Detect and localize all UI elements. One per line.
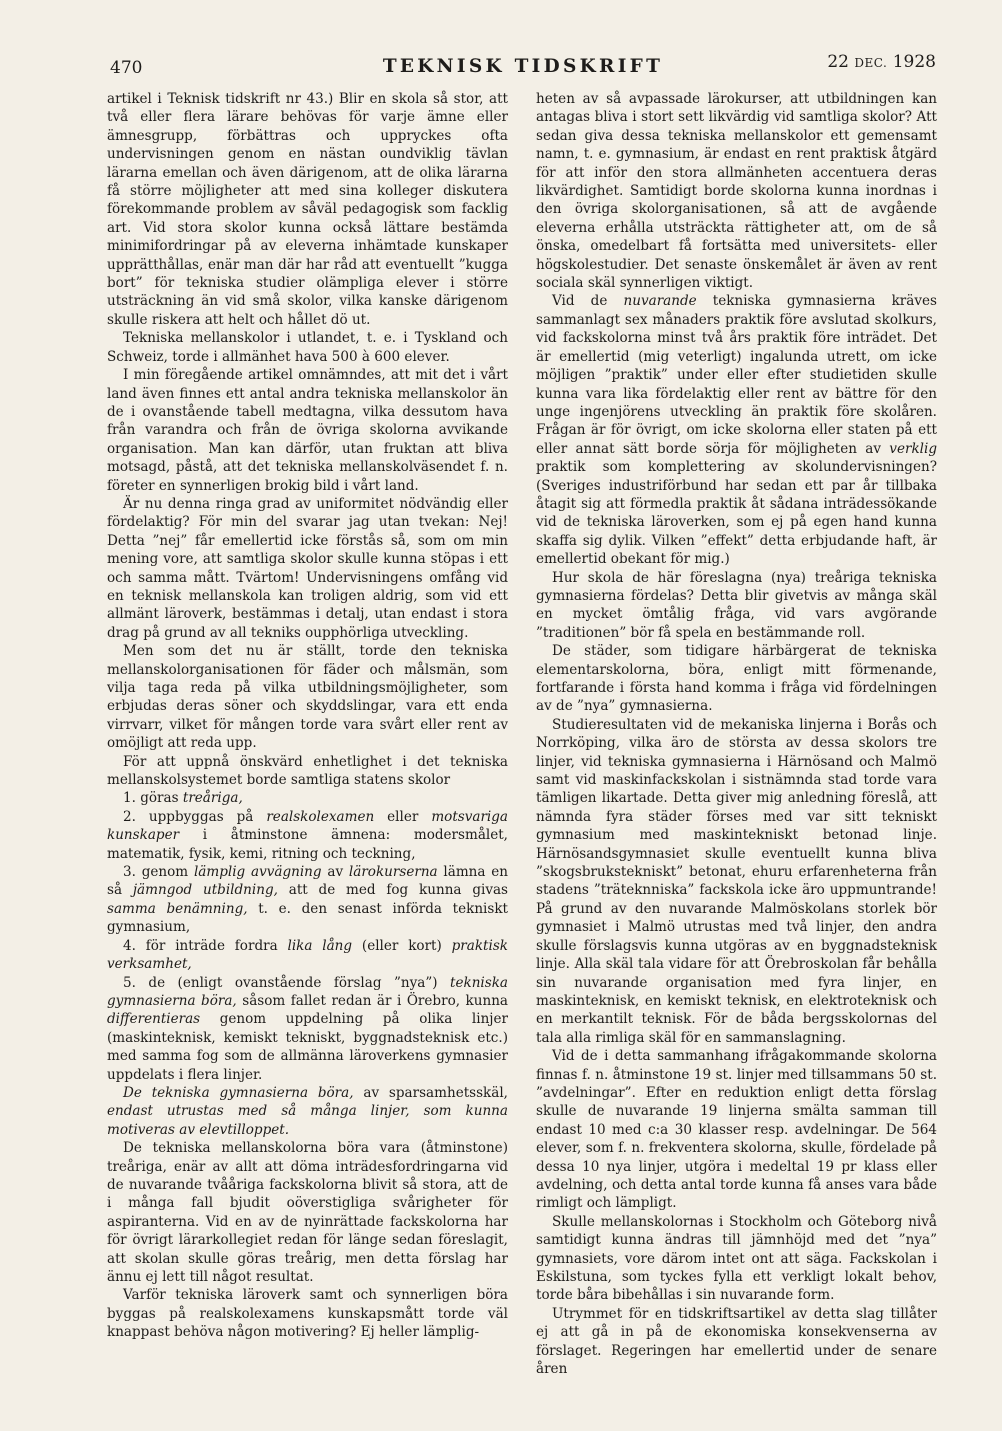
- paragraph: De städer, som tidigare härbärgerat de tekniska elementarskolorna, böra, enligt mitt förmenande, fortfarande i första hand komma i fråga vid fördelningen av de ”nya” gymnasierna.: [536, 643, 937, 715]
- paragraph: De tekniska mellanskolorna böra vara (åtminstone) treåriga, enär av allt att döma inträdesfordringarna vid de nuvarande tvååriga fackskolorna blivit så stora, att de i många fall bjudit oöverstigliga svårigheter för aspiranterna. Vid en av de nyinrättade fackskolorna har för övrigt lärarkollegiet redan för länge sedan föreslagit, att skolan skulle göras treårig, men detta förslag har ännu ej lett till något resultat.: [107, 1140, 508, 1285]
- paragraph: Är nu denna ringa grad av uniformitet nödvändig eller fördelaktig? För min del svarar jag utan tvekan: Nej! Detta ”nej” får emellertid icke förstås så, som om min mening vore, att samtliga skolor skulle kunna stöpas i ett och samma mått. Tvärtom! Undervisningens omfång vid en teknisk mellanskola kan troligen aldrig, som vid ett allmänt läroverk, bestämmas i detalj, utan endast i stora drag på grund av all tekniks oupphörliga utveckling.: [107, 495, 508, 641]
- paragraph: För att uppnå önskvärd enhetlighet i det tekniska mellanskolsystemet borde samtliga statens skolor: [107, 753, 508, 789]
- paragraph: Studieresultaten vid de mekaniska linjerna i Borås och Norrköping, vilka äro de största av dessa skolors tre linjer, vid tekniska gymnasierna i Härnösand och Malmö samt vid maskinfackskolan i sistnämnda stad torde vara tämligen likartade. Detta giver mig anledning föreslå, att nämnda fyra städer förses med var sitt tekniskt gymnasium med maskintekniskt betonad linje. Härnösandsgymnasiet skulle eventuellt kunna bliva ”skogsbrukstekniskt” betonat, ehuru erfarenheterna från stadens ”träteknniska” fackskola icke äro uppmuntrande! På grund av den nuvarande Malmöskolans storlek bör gymnasiet i Malmö utrustas med två linjer, den andra skulle förslagsvis kunna utgöras av en byggnadsteknisk linje. Alla skäl tala vidare för att Örebroskolan får behålla sin nuvarande organisation med fyra linjer, en maskinteknisk, en kemiskt teknisk, en elektroteknisk och en merkantilt teknisk. För de båda bergsskolornas del tala alla rimliga skäl för en sammanslagning.: [536, 716, 937, 1046]
- date-day: 22: [827, 52, 849, 72]
- issue-date: [827, 52, 936, 72]
- running-header: [110, 52, 936, 82]
- page-number: 470: [110, 58, 143, 78]
- paragraph: Tekniska mellanskolor i utlandet, t. e. i Tyskland och Schweiz, torde i allmänhet hava 500 à 600 elever.: [107, 330, 508, 365]
- paragraph: Hur skola de här föreslagna (nya) treåriga tekniska gymnasierna fördelas? Detta blir givetvis av många skäl en mycket ömtålig fråga, vid vars avgörande ”traditionen” bör få spela en bestämmande roll.: [536, 569, 937, 641]
- paragraph: Vid de nuvarande tekniska gymnasierna kräves sammanlagt sex månaders praktik före avslutad skolkurs, vid fackskolorna minst två års praktik före inträdet. Det är emellertid (mig veterligt) ingalunda utrett, om icke möjligen ”praktik” under eller efter studietiden skulle kunna vara lika fördelaktig eller rent av bättre för den unge ingenjörens utveckling än praktik före skolåren. Frågan är för övrigt, om icke skolorna eller staten på ett eller annat sätt borde sörja för möjligheten av verklig praktik som komplettering av skolundervisningen? (Sveriges industriförbund har sedan ett par år tillbaka åtagit sig att förmedla praktik åt sådana inträdessökande vid de tekniska läroverken, som ej på egen hand kunna skaffa sig dylik. Vilken ”effekt” detta erbjudande haft, är emellertid obekant för mig.): [536, 293, 937, 568]
- list-item: 4. för inträde fordra lika lång (eller kort) praktisk verksamhet,: [107, 937, 508, 973]
- paragraph: artikel i Teknisk tidskrift nr 43.) Blir en skola så stor, att två eller flera lärare behövas för varje ämne eller ämnesgrupp, förbättras och uppryckes ofta undervisningen genom en nästan oundviklig tävlan lärarna emellan och även därigenom, att de olika lärarna få större möjligheter att med sina kolleger diskutera förekommande problem av såväl pedagogisk som facklig art. Vid stora skolor kunna också lättare bestämda minimifordringar på av eleverna inhämtade kunskaper upprätthållas, enär man där har råd att eventuellt ”kugga bort” för tekniska studier olämpliga elever i större utsträckning än vid små skolor, vilka kanske därigenom skulle riskera att helt och hållet dö ut.: [107, 91, 508, 328]
- list-item: 1. göras treåriga,: [123, 790, 243, 807]
- paragraph: Men som det nu är ställt, torde den tekniska mellanskolorganisationen för fäder och målsmän, som vilja taga reda på vilka utbildningsmöjligheter, som erbjudas deras söner och skyddslingar, vara ett enda virrvarr, vilket för mången torde vara svårt eller rent av omöjligt att reda upp.: [107, 643, 508, 752]
- list-item: 5. de (enligt ovanstående förslag ”nya”) tekniska gymnasierna böra, såsom fallet redan är i Örebro, kunna differentieras genom uppdelning på olika linjer (maskinteknisk, kemiskt tekniskt, byggnadsteknisk etc.) med samma fog som de allmänna läroverkens gymnasier uppdelats i flera linjer.: [107, 974, 508, 1083]
- paragraph: Vid de i detta sammanhang ifrågakommande skolorna finnas f. n. åtminstone 19 st. linjer med tillsammans 50 st. ”avdelningar”. Efter en reduktion enligt detta förslag skulle de nuvarande 19 linjerna smälta samman till endast 10 med c:a 30 klasser resp. avdelningar. De 564 elever, som f. n. frekventera skolorna, skulle, fördelade på dessa 10 nya linjer, utgöra i medeltal 19 pr klass eller avdelning, och detta antal torde kunna få anses vara både rimligt och lämpligt.: [536, 1048, 937, 1212]
- date-year: 1928: [892, 52, 936, 72]
- date-month: DEC.: [854, 56, 888, 70]
- list-item: 2. uppbyggas på realskolexamen eller motsvariga kunskaper i åtminstone ämnena: modersmålet, matematik, fysik, kemi, ritning och teckning,: [107, 808, 508, 862]
- paragraph: Skulle mellanskolornas i Stockholm och Göteborg nivå samtidigt kunna ändras till jämnhöjd med det ”nya” gymnasiets, vore därom intet ont att säga. Fackskolan i Eskilstuna, som tyckes fylla ett verkligt lokalt behov, torde båra bibehållas i sin nuvarande form.: [536, 1213, 937, 1304]
- paragraph: Utrymmet för en tidskriftsartikel av detta slag tillåter ej att gå in på de ekonomiska konsekvenserna av förslaget. Regeringen har emellertid under de senare åren: [536, 1305, 937, 1378]
- paragraph: I min föregående artikel omnämndes, att mit det i vårt land även finnes ett antal andra tekniska mellanskolor än de i ovanstående tabell medtagna, vilka dessutom hava från varandra och från de övriga skolorna avvikande organisation. Man kan därför, utan fruktan att bliva motsagd, påstå, att det tekniska mellanskolväsendet f. n. företer en synnerligen brokig bild i vårt land.: [107, 367, 508, 494]
- list-item: 3. genom lämplig avvägning av lärokurserna lämna en så jämngod utbildning, att de med fog kunna givas samma benämning, t. e. den senast införda tekniskt gymnasium,: [107, 864, 509, 936]
- left-column: [107, 90, 508, 1342]
- paragraph: De tekniska gymnasierna böra, av sparsamhetsskäl, endast utrustas med så många linjer, som kunna motiveras av elevtilloppet.: [107, 1084, 508, 1138]
- paragraph: heten av så avpassade lärokurser, att utbildningen kan antagas bliva i stort sett likvärdig vid samtliga skolor? Att sedan giva dessa tekniska mellanskolor ett gemensamt namn, t. e. gymnasium, är endast en rent praktisk åtgärd för att inför den stora allmänheten accentuera deras likvärdighet. Samtidigt borde skolorna kunna inordnas i den övriga skolorganisationen, så att de avgående eleverna erhålla utsträckta rättigheter att, om de så önska, omedelbart få fortsätta med universitets- eller högskolestudier. Det senaste önskemålet är även av rent sociala skäl synnerligen viktigt.: [536, 91, 937, 292]
- paragraph: Varför tekniska läroverk samt och synnerligen böra byggas på realskolexamens kunskapsmått torde väl knappast behöva någon motivering? Ej heller lämplig-: [107, 1287, 508, 1341]
- journal-title: TEKNISK TIDSKRIFT: [382, 56, 664, 77]
- right-column: [536, 90, 937, 1378]
